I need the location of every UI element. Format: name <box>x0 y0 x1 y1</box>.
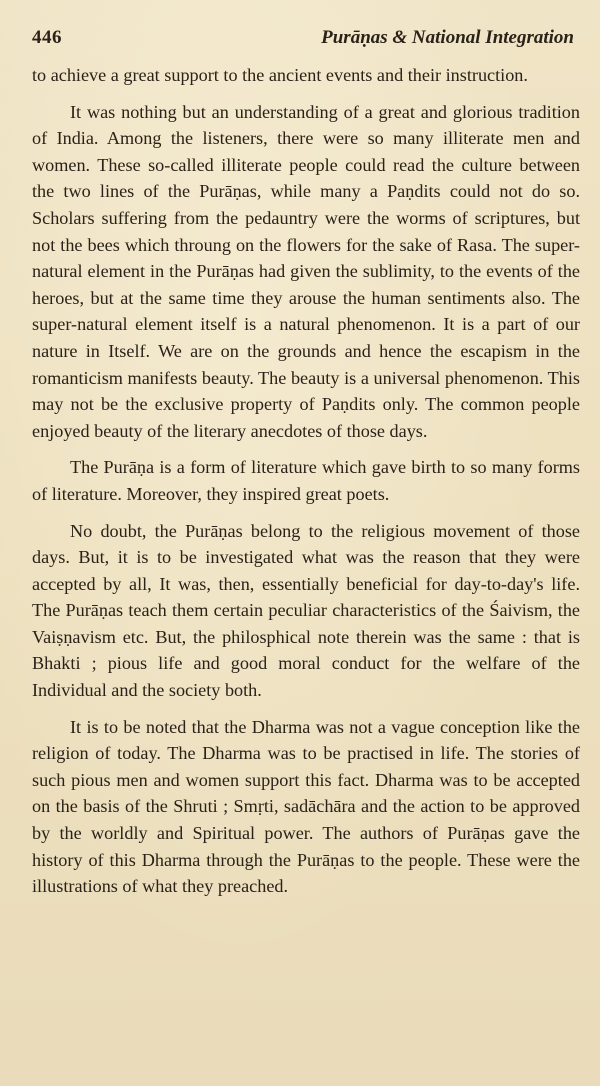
running-title: Purāṇas & National Integration <box>321 27 574 48</box>
page-number: 446 <box>32 27 62 48</box>
paragraph: It is to be noted that the Dharma was not a vague conception like the religion of today. The Dharma was to be practised in life. The stories of such pious men and women support this fact. Dharma was to be accepted on the basis of the Shruti ; Smṛti, sadāchāra and the action to be approved by the worldly and Spiritual power. The authors of Purāṇas gave the history of this Dharma through the Purāṇas to the people. These were the illustrations of what they preached. <box>32 716 580 897</box>
paragraph: No doubt, the Purāṇas belong to the religious movement of those days. But, it is to be investigated what was the reason that they were accepted by all, It was, then, essentially beneficial for day-to-day's life. The Purāṇas teach them certain peculiar characteristics of the Śaivism, the Vaiṣṇavism etc. But, the philosphical note therein was the same : that is Bhakti ; pious life and good moral conduct for the welfare of the Individual and the society both. <box>32 520 580 701</box>
paragraph-continuation: to achieve a great support to the ancient events and their instruction. <box>32 65 528 85</box>
body-text <box>32 62 580 900</box>
paragraph: The Purāṇa is a form of literature which gave birth to so many forms of literature. Moreover, they inspired great poets. <box>32 457 580 504</box>
page-header <box>32 26 580 50</box>
paragraph: It was nothing but an understanding of a great and glorious tradition of India. Among the listeners, there were so many illiterate men and women. These so-called illiterate people could read the culture between the two lines of the Purāṇas, while many a Paṇdits could not do so. Scholars suffering from the pedauntry were the worms of scriptures, but not the bees which throung on the flowers for the sake of Rasa. The super-natural element in the Purāṇas had given the sublimity, to the events of the heroes, but at the same time they arouse the human sentiments also. The super-natural element itself is a natural phenomenon. It is a part of our nature in Itself. We are on the grounds and hence the escapism in the romanticism manifests beauty. The beauty is a universal phenomenon. This may not be the exclusive property of Paṇdits only. The common people enjoyed beauty of the literary anecdotes of those days. <box>32 101 580 441</box>
